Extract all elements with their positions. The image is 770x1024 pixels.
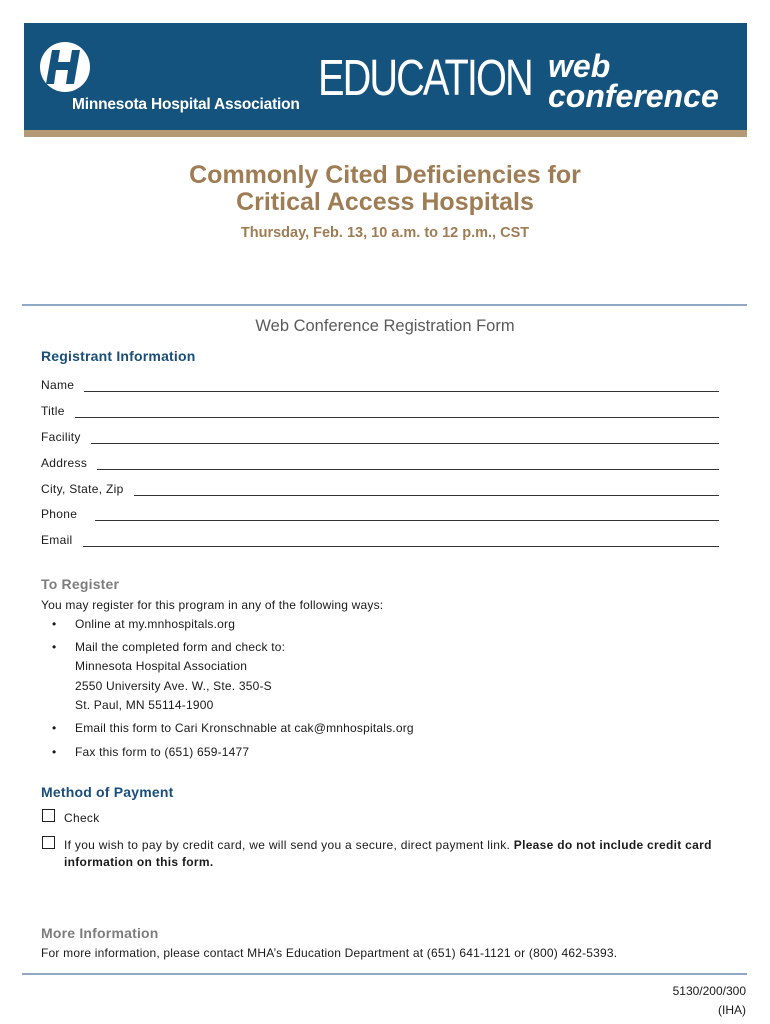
- title-field[interactable]: [41, 402, 719, 418]
- check-checkbox[interactable]: [42, 809, 55, 822]
- address-field[interactable]: [41, 454, 719, 470]
- bullet: •: [52, 640, 57, 654]
- name-label: Name: [41, 378, 75, 392]
- divider-top: [22, 304, 747, 306]
- name-line[interactable]: [84, 379, 719, 392]
- address-label: Address: [41, 456, 88, 470]
- facility-field[interactable]: [41, 428, 719, 444]
- credit-card-warning: Please do not include credit card: [513, 838, 712, 852]
- more-info-heading: More Information: [41, 925, 159, 941]
- city-state-zip-field[interactable]: [41, 480, 719, 496]
- register-heading: To Register: [41, 576, 120, 592]
- register-fax: Fax this form to (651) 659-1477: [75, 745, 250, 759]
- credit-card-warning-cont: information on this form.: [64, 855, 214, 869]
- register-intro: You may register for this program in any of the following ways:: [41, 598, 384, 612]
- org-name: Minnesota Hospital Association: [72, 96, 300, 113]
- credit-card-text: [64, 838, 724, 852]
- email-line[interactable]: [83, 534, 719, 547]
- program-conference-word: conference: [548, 78, 719, 114]
- more-info-text: For more information, please contact MHA’s Education Department at (651) 641-1121 or (800) 462-5393.: [41, 946, 618, 960]
- email-field[interactable]: [41, 531, 719, 547]
- form-code-suffix: (IHA): [718, 1003, 746, 1017]
- bullet: •: [52, 617, 57, 631]
- city-state-zip-label: City, State, Zip: [41, 482, 124, 496]
- title-line[interactable]: [75, 405, 719, 418]
- address-line[interactable]: [97, 457, 719, 470]
- event-title-line2: Critical Access Hospitals: [236, 188, 534, 216]
- facility-line[interactable]: [91, 431, 719, 444]
- facility-label: Facility: [41, 430, 81, 444]
- title-label: Title: [41, 404, 65, 418]
- form-title: Web Conference Registration Form: [255, 317, 515, 335]
- bullet: •: [52, 721, 57, 735]
- event-title-line1: Commonly Cited Deficiencies for: [189, 161, 581, 189]
- event-datetime: Thursday, Feb. 13, 10 a.m. to 12 p.m., CST: [240, 225, 530, 241]
- mail-address-line: St. Paul, MN 55114-1900: [75, 698, 214, 712]
- form-code: 5130/200/300: [672, 984, 746, 998]
- register-online[interactable]: Online at my.mnhospitals.org: [75, 617, 236, 631]
- divider-bottom: [22, 973, 747, 975]
- payment-heading: Method of Payment: [41, 784, 174, 800]
- mail-address-line: 2550 University Ave. W., Ste. 350-S: [75, 679, 272, 693]
- phone-field[interactable]: [41, 505, 719, 521]
- mha-h-logo-icon: [38, 40, 92, 94]
- header-accent-rule: [24, 130, 747, 137]
- city-state-zip-line[interactable]: [134, 483, 719, 496]
- email-label: Email: [41, 533, 73, 547]
- phone-label: Phone: [41, 507, 78, 521]
- credit-card-checkbox[interactable]: [42, 836, 55, 849]
- program-web-word: web: [548, 48, 611, 84]
- phone-line[interactable]: [95, 508, 719, 521]
- registrant-heading: Registrant Information: [41, 348, 196, 364]
- credit-card-instructions: If you wish to pay by credit card, we will send you a secure, direct payment link.: [64, 838, 514, 852]
- register-email[interactable]: Email this form to Cari Kronschnable at cak@mnhospitals.org: [75, 721, 414, 735]
- program-education-word: EDUCATION: [318, 49, 532, 106]
- check-label: Check: [64, 811, 100, 825]
- name-field[interactable]: [41, 376, 719, 392]
- register-mail: Mail the completed form and check to:: [75, 640, 286, 654]
- bullet: •: [52, 745, 57, 759]
- mail-address-line: Minnesota Hospital Association: [75, 659, 248, 673]
